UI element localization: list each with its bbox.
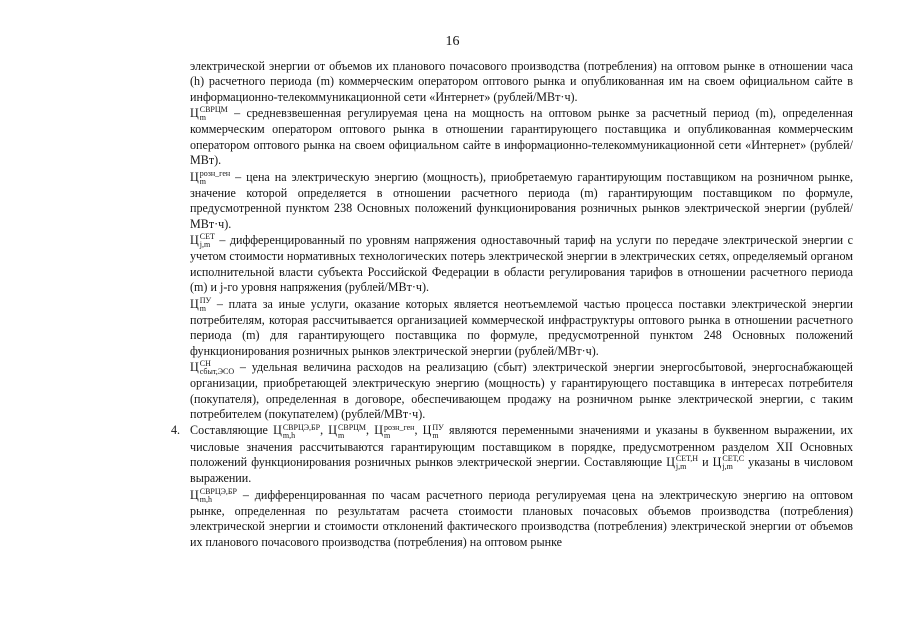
symbol [190,232,215,250]
definition-text: – средневзвешенная регулируемая цена на мощность на оптовом рынке за расчетный период (m), определенная коммерческим оператором оптового рынка в отношении гарантирующего поставщика и опубликованная коммерческим оператором оптового рынка на своем официальном сайте в информационно-телекоммуникационной сети «Интернет» (рублей/МВт). [190,106,853,168]
definition-sn [190,360,853,422]
symbol-superscript: ПУ [199,295,212,305]
symbol-subscript: j,m [722,462,733,472]
symbol-letter: Ц [190,359,199,374]
paragraph-continuation [190,59,853,105]
symbol-indices [200,297,211,313]
symbol-subscript: m [338,430,345,440]
symbol-indices [200,233,215,249]
definition-svrce-br [190,488,853,550]
item-body-text: являются переменными значениями и указаны в буквенном выражении, их числовые значения рассчитываются гарантирующим поставщиком в порядке, предусмотренном разделом XII Основных положений функционирования розничных рынков электрической энергии. Составляющие [190,423,854,470]
symbol-indices [200,360,234,376]
symbol [666,454,699,472]
symbol-indices [283,424,320,440]
symbol-indices [722,455,744,471]
definition-svrcm [190,106,853,168]
symbol-indices [384,424,414,440]
symbol-letter: Ц [374,423,383,438]
symbol-superscript: СВРЦЭ,БР [199,486,237,496]
symbol-letter: Ц [328,423,338,438]
symbol-letter: Ц [190,106,199,121]
symbol-subscript: сбыт,ЭСО [199,367,235,377]
symbol-subscript: m [199,303,206,313]
definition-rozn-gen [190,170,853,232]
symbol-subscript: m [199,176,206,186]
symbol-superscript: ПУ [432,422,444,432]
symbol-letter: Ц [712,455,722,470]
symbol [374,422,415,440]
symbol [190,359,235,377]
symbol-subscript: m,h [282,430,296,440]
symbol-indices [200,106,228,122]
separator: , [320,423,329,438]
symbol-superscript: розн_ген [199,168,231,178]
symbol-letter: Ц [273,423,282,438]
symbol-letter: Ц [666,455,675,470]
definition-text: – удельная величина расходов на реализацию (сбыт) электрической энергии энергосбытовой, энергоснабжающей организации, приобретающей электрическую энергию (мощность) у гарантирующего поставщика в интересах потребителя (покупателя), определенная в договоре, обеспечивающем продажу на розничном рынке электрической энергии, с таким потребителем (покупателем) (рублей/МВт·ч). [190,359,853,421]
symbol-letter: Ц [190,169,199,184]
definition-set [190,233,853,295]
symbol-indices [338,424,366,440]
symbol-letter: Ц [422,423,432,438]
symbol [190,105,228,123]
symbol-indices [200,170,230,186]
symbol [190,297,211,311]
item-tail-text: указаны в числовом выражении. [190,455,853,486]
symbol [328,422,367,440]
symbol-superscript: розн_ген [384,422,415,432]
symbol [190,488,237,502]
symbol-subscript: m [199,113,206,123]
page-number: 16 [445,34,460,49]
definition-text: – дифференцированная по часам расчетного периода регулируемая цена на электрическую энергию на оптовом рынке, определенная по результатам расчета стоимости плановых почасовых объемов производства (потребления) электрической энергии и стоимости отклонений фактического производства (потребления) электрической энергии от объемов их планового почасового производства (потребления) на оптовом рынке [190,487,853,549]
definition-text: – плата за иные услуги, оказание которых является неотъемлемой частью процесса поставки электрической энергии потребителям, которая рассчитывается организацией коммерческой инфраструктуры оптового рынка в отношении расчетного периода (m) для гарантирующего поставщика по формуле, предусмотренной пунктом 248 Основных положений функционирования розничных рынков электрической энергии (рублей/МВт·ч). [190,296,853,358]
symbol-indices [676,455,698,471]
symbol-superscript: СВРЦМ [338,422,367,432]
symbol-letter: Ц [190,233,199,248]
separator: , [366,423,375,438]
definition-text: – дифференцированный по уровням напряжения одноставочный тариф на услуги по передаче электрической энергии с учетом стоимости нормативных технологических потерь электрической энергии в электрических сетях, определяемый органом исполнительной власти субъекта Российской Федерации в области регулирования тарифов в отношении расчетного периода (m) и j-го уровня напряжения (рублей/МВт·ч). [190,233,853,295]
paragraph-text: электрической энергии от объемов их планового почасового производства (потребления) на оптовом рынке в отношении часа (h) расчетного периода (m) коммерческим оператором оптового рынка и опубликованная им на своем официальном сайте в информационно-телекоммуникационной сети «Интернет» (рублей/МВт·ч). [190,59,853,104]
symbol-subscript: j,m [675,462,687,472]
symbol [712,454,745,472]
item-lead-text: Составляющие [190,423,274,438]
symbol-indices [200,488,237,504]
symbol-superscript: СЕТ,Н [675,454,699,464]
symbol-superscript: СВРЦМ [199,105,228,115]
symbol-subscript: j,m [199,240,211,250]
document-body [171,59,854,551]
symbol [190,170,230,184]
symbol-letter: Ц [190,487,199,502]
symbol-superscript: СЕТ,С [722,454,745,464]
symbol-superscript: СЕТ [199,232,215,242]
symbol-superscript: СН [199,359,211,369]
separator: , [414,423,423,438]
definition-pu [190,297,853,359]
symbol-subscript: m [384,430,391,440]
symbol-letter: Ц [190,296,199,311]
definition-text: – цена на электрическую энергию (мощность), приобретаемую гарантирующим поставщиком на розничном рынке, значение которой определяется в отношении расчетного периода (m) гарантирующим поставщиком по формуле, предусмотренной пунктом 238 Основных положений функционирования розничных рынков электрической энергии (рублей/МВт·ч). [190,169,853,231]
symbol [273,422,321,440]
symbol-indices [432,424,443,440]
symbol-subscript: m [432,430,439,440]
numbered-item-4 [171,422,854,486]
symbol [422,422,444,440]
symbol-subscript: m,h [199,494,212,504]
conjunction: и [698,455,713,470]
symbol-superscript: СВРЦЭ,БР [282,422,321,432]
item-number: 4. [171,423,181,438]
